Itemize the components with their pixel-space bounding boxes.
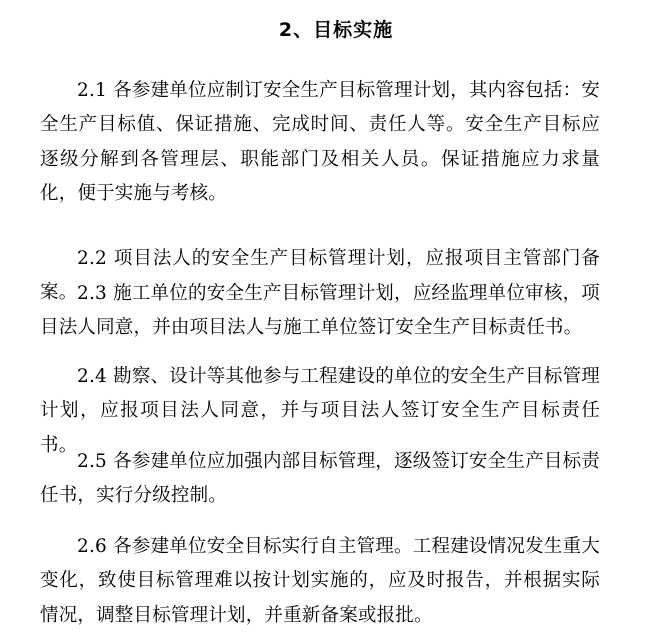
section-heading: 2、目标实施 [0,17,672,43]
paragraph-2-3: 2.3 施工单位的安全生产目标管理计划，应经监理单位审核，项目法人同意，并由项目法人与施工单位签订安全生产目标责任书。 [40,277,600,346]
paragraph-2-6: 2.6 各参建单位安全目标实行自主管理。工程建设情况发生重大变化，致使目标管理难以按计划实施的，应及时报告，并根据实际情况，调整目标管理计划，并重新备案或报批。 [40,530,600,633]
paragraph-2-4: 2.4 勘察、设计等其他参与工程建设的单位的安全生产目标管理计划，应报项目法人同意，并与项目法人签订安全生产目标责任书。 [40,360,600,464]
paragraph-2-5: 2.5 各参建单位应加强内部目标管理，逐级签订安全生产目标责任书，实行分级控制。 [40,445,600,514]
paragraph-2-2: 2.2 项目法人的安全生产目标管理计划，应报项目主管部门备案。 [40,242,600,311]
paragraph-2-1: 2.1 各参建单位应制订安全生产目标管理计划，其内容包括：安全生产目标值、保证措施、完成时间、责任人等。安全生产目标应逐级分解到各管理层、职能部门及相关人员。保证措施应力求量化，便于实施与考核。 [40,74,600,212]
